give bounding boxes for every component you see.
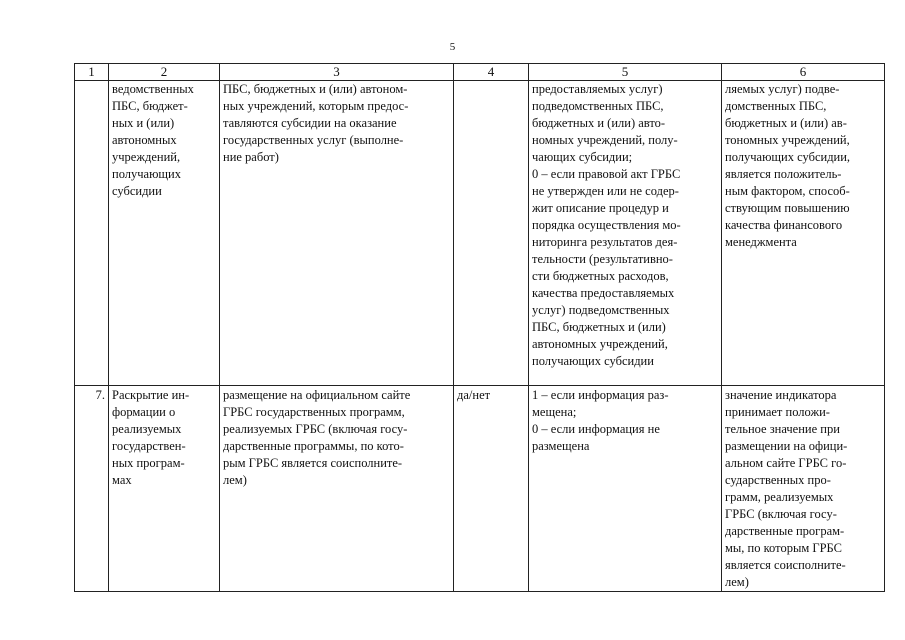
text-line: ГРБС (включая госу- bbox=[725, 507, 837, 521]
text-line: тономных учреждений, bbox=[725, 133, 850, 147]
text-line: бюджетных и (или) ав- bbox=[725, 116, 847, 130]
header-cell-1: 1 bbox=[75, 64, 109, 81]
text-line: ствующим повышению bbox=[725, 201, 850, 215]
text-line: услуг) подведомственных bbox=[532, 303, 670, 317]
text-line: формации о bbox=[112, 405, 176, 419]
indicator-name-cell bbox=[109, 386, 220, 592]
text-line: ПБС, бюджетных и (или) автоном- bbox=[223, 82, 408, 96]
text-line: рым ГРБС является соисполните- bbox=[223, 456, 403, 470]
text-line: 0 – если правовой акт ГРБС bbox=[532, 167, 681, 181]
text-line: получающих субсидии, bbox=[725, 150, 851, 164]
header-cell-4: 4 bbox=[454, 64, 529, 81]
table-row-7 bbox=[75, 386, 885, 592]
text-line: тельности (результативно- bbox=[532, 252, 673, 266]
text-line: ниторинга результатов дея- bbox=[532, 235, 678, 249]
text-line: альном сайте ГРБС го- bbox=[725, 456, 847, 470]
text-line: получающих bbox=[112, 167, 182, 181]
text-line: порядка осуществления мо- bbox=[532, 218, 681, 232]
text-line: ных учреждений, которым предос- bbox=[223, 99, 409, 113]
header-cell-5: 5 bbox=[529, 64, 722, 81]
text-line: получающих субсидии bbox=[532, 354, 654, 368]
text-line: лем) bbox=[725, 575, 749, 589]
text-line: ПБС, бюджетных и (или) bbox=[532, 320, 666, 334]
text-line: мещена; bbox=[532, 405, 577, 419]
text-line: государственных услуг (выполне- bbox=[223, 133, 404, 147]
calculation-cell bbox=[529, 386, 722, 592]
indicators-table bbox=[74, 63, 885, 592]
comment-cell bbox=[722, 81, 885, 386]
text-line: подведомственных ПБС, bbox=[532, 99, 664, 113]
text-line: лем) bbox=[223, 473, 247, 487]
page-number: 5 bbox=[449, 41, 456, 53]
text-line: дарственные программы, по кото- bbox=[223, 439, 404, 453]
text-line: сти бюджетных расходов, bbox=[532, 269, 669, 283]
text-line: дарственные програм- bbox=[725, 524, 845, 538]
text-line: ПБС, бюджет- bbox=[112, 99, 188, 113]
text-line: является соисполните- bbox=[725, 558, 846, 572]
text-line: ведомственных bbox=[112, 82, 194, 96]
header-cell-6: 6 bbox=[722, 64, 885, 81]
text-line: ным фактором, способ- bbox=[725, 184, 850, 198]
text-line: субсидии bbox=[112, 184, 162, 198]
text-line: тавляются субсидии на оказание bbox=[223, 116, 397, 130]
text-line: не утвержден или не содер- bbox=[532, 184, 679, 198]
text-line: автономных bbox=[112, 133, 177, 147]
header-cell-3: 3 bbox=[220, 64, 454, 81]
text-line: реализуемых bbox=[112, 422, 182, 436]
text-line: ляемых услуг) подве- bbox=[725, 82, 840, 96]
text-line: государствен- bbox=[112, 439, 186, 453]
text-line: бюджетных и (или) авто- bbox=[532, 116, 666, 130]
text-line: чающих субсидии; bbox=[532, 150, 633, 164]
text-line: качества финансового bbox=[725, 218, 843, 232]
text-line: жит описание процедур и bbox=[532, 201, 669, 215]
text-line: мах bbox=[112, 473, 132, 487]
calculation-cell bbox=[529, 81, 722, 386]
text-line: размещение на официальном сайте bbox=[223, 388, 411, 402]
text-line: является положитель- bbox=[725, 167, 842, 181]
text-line: грамм, реализуемых bbox=[725, 490, 834, 504]
text-line: Раскрытие ин- bbox=[112, 388, 190, 402]
row-number-cell: 7. bbox=[75, 386, 109, 592]
indicator-name-cell bbox=[109, 81, 220, 386]
text-line: качества предоставляемых bbox=[532, 286, 675, 300]
column-number-row bbox=[75, 64, 885, 81]
indicator-description-cell bbox=[220, 386, 454, 592]
unit-cell: да/нет bbox=[454, 386, 529, 592]
indicator-description-cell bbox=[220, 81, 454, 386]
text-line: ГРБС государственных программ, bbox=[223, 405, 405, 419]
text-line: ных програм- bbox=[112, 456, 185, 470]
text-line: предоставляемых услуг) bbox=[532, 82, 663, 96]
text-line: автономных учреждений, bbox=[532, 337, 668, 351]
text-line: ние работ) bbox=[223, 150, 279, 164]
header-cell-2: 2 bbox=[109, 64, 220, 81]
text-line: размещении на офици- bbox=[725, 439, 848, 453]
row-number-cell bbox=[75, 81, 109, 386]
unit-cell bbox=[454, 81, 529, 386]
text-line: учреждений, bbox=[112, 150, 181, 164]
text-line: домственных ПБС, bbox=[725, 99, 827, 113]
comment-cell bbox=[722, 386, 885, 592]
text-line: 1 – если информация раз- bbox=[532, 388, 669, 402]
text-line: менеджмента bbox=[725, 235, 797, 249]
text-line: мы, по которым ГРБС bbox=[725, 541, 842, 555]
text-line: 0 – если информация не bbox=[532, 422, 660, 436]
text-line: тельное значение при bbox=[725, 422, 840, 436]
text-line: номных учреждений, полу- bbox=[532, 133, 678, 147]
text-line: реализуемых ГРБС (включая госу- bbox=[223, 422, 408, 436]
text-line: ных и (или) bbox=[112, 116, 175, 130]
text-line: принимает положи- bbox=[725, 405, 830, 419]
text-line: размещена bbox=[532, 439, 590, 453]
table-row-continued bbox=[75, 81, 885, 386]
text-line: сударственных про- bbox=[725, 473, 831, 487]
text-line: значение индикатора bbox=[725, 388, 837, 402]
